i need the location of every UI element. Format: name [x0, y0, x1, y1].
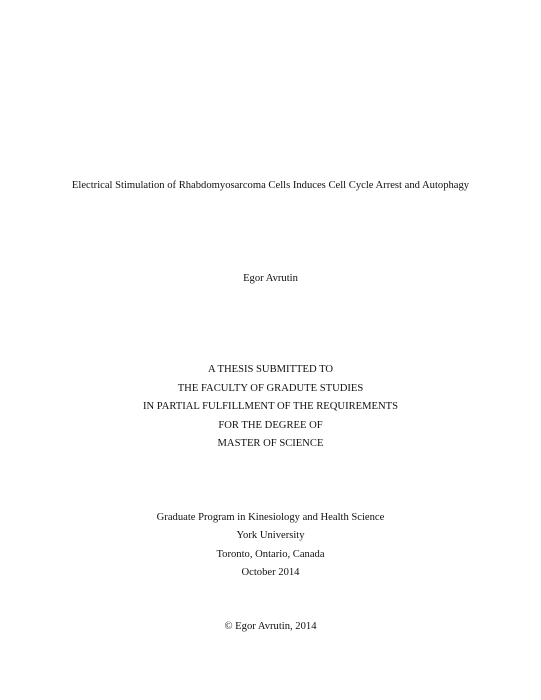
- thesis-statement-line: THE FACULTY OF GRADUTE STUDIES: [177, 383, 364, 394]
- graduate-program: Graduate Program in Kinesiology and Health Science: [156, 512, 385, 523]
- university-name: York University: [236, 530, 305, 541]
- thesis-statement-line: FOR THE DEGREE OF: [218, 420, 323, 431]
- thesis-statement-line: IN PARTIAL FULFILLMENT OF THE REQUIREMENTS: [142, 401, 399, 412]
- thesis-statement-line: A THESIS SUBMITTED TO: [207, 364, 334, 375]
- submission-date: October 2014: [241, 567, 300, 578]
- university-location: Toronto, Ontario, Canada: [216, 549, 325, 560]
- copyright-notice: © Egor Avrutin, 2014: [224, 621, 317, 632]
- degree-name: MASTER OF SCIENCE: [217, 438, 324, 449]
- thesis-title: Electrical Stimulation of Rhabdomyosarcoma Cells Induces Cell Cycle Arrest and Autophagy: [71, 180, 470, 191]
- author-name: Egor Avrutin: [243, 273, 298, 284]
